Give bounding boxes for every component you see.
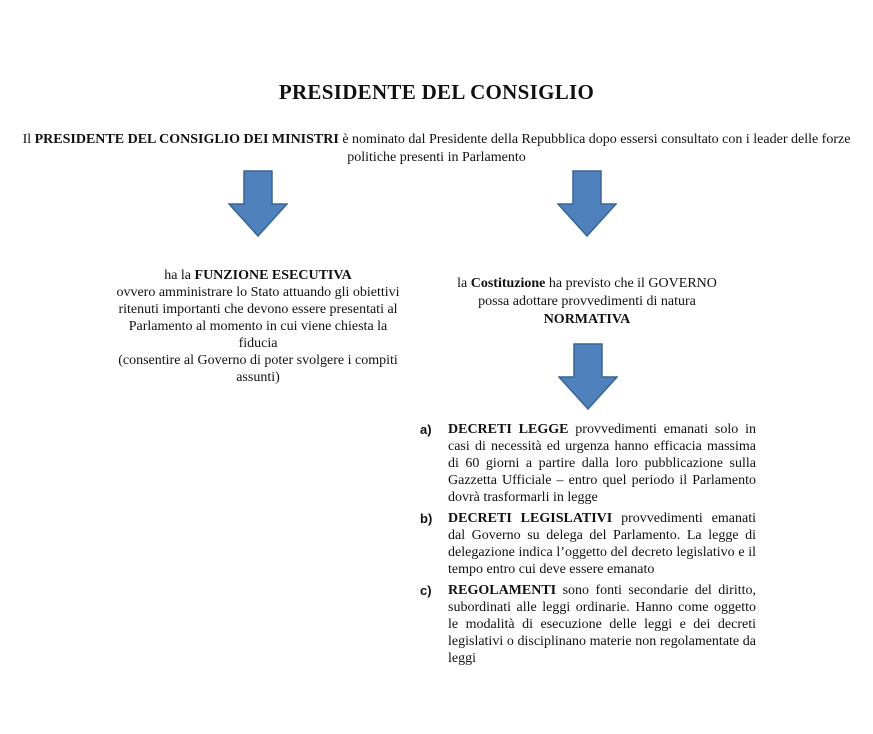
executive-function-heading <box>113 267 403 284</box>
list-marker: b) <box>420 511 433 526</box>
executive-prefix: ha la <box>164 268 195 283</box>
intro-prefix: Il <box>22 132 35 147</box>
normative-middle: ha previsto che il GOVERNO possa adottare provvedimenti di natura <box>478 276 717 309</box>
intro-paragraph <box>4 131 869 167</box>
page-title: PRESIDENTE DEL CONSIGLIO <box>278 80 595 104</box>
intro-bold: PRESIDENTE DEL CONSIGLIO DEI MINISTRI <box>34 132 339 147</box>
list-item <box>420 510 756 578</box>
list-item <box>420 582 756 667</box>
list-marker: a) <box>420 422 432 437</box>
list-item-text <box>448 510 756 578</box>
down-arrow-icon <box>228 170 288 238</box>
normative-power-box <box>442 275 732 329</box>
executive-function-note: (consentire al Governo di poter svolgere i compiti assunti) <box>118 353 398 385</box>
executive-function-body: ovvero amministrare lo Stato attuando gli obiettivi ritenuti importanti che devono essere presentati al Parlamento al momento in cui viene chiesta la fiducia <box>116 285 400 351</box>
down-arrow-icon <box>558 343 618 411</box>
executive-bold: FUNZIONE ESECUTIVA <box>194 268 352 283</box>
down-arrow-icon <box>557 170 617 238</box>
list-item-bold: DECRETI LEGGE <box>448 422 569 437</box>
arrow-shape <box>558 171 616 236</box>
arrow-shape <box>559 344 617 409</box>
list-item-desc: provvedimenti emanati dal Governo su delega del Parlamento. La legge di delegazione indica l’oggetto del decreto legislativo e il tempo entro cui deve essere emanato <box>448 511 756 577</box>
intro-rest: è nominato dal Presidente della Repubblica dopo essersi consultato con i leader delle forze politiche presenti in Parlamento <box>338 132 851 165</box>
list-item-bold: REGOLAMENTI <box>448 583 557 598</box>
costituzione-bold: Costituzione <box>470 276 546 291</box>
executive-function-box <box>113 267 403 386</box>
normativa-bold: NORMATIVA <box>543 312 631 327</box>
list-item-bold: DECRETI LEGISLATIVI <box>448 511 613 526</box>
normative-acts-list <box>420 421 756 671</box>
arrow-shape <box>229 171 287 236</box>
list-item-text <box>448 582 756 667</box>
list-item-desc: provvedimenti emanati solo in casi di necessità ed urgenza hanno efficacia massima di 60 giorni a partire dalla loro pubblicazione sulla Gazzetta Ufficiale – entro quel periodo il Parlamento dovrà trasformarli in legge <box>448 422 756 505</box>
list-marker: c) <box>420 583 432 598</box>
list-item-text <box>448 421 756 506</box>
list-item <box>420 421 756 506</box>
list-item-desc: sono fonti secondarie del diritto, subordinati alle leggi ordinarie. Hanno come oggetto le modalità di esecuzione delle leggi e dei decreti legislativi o disciplinano materie non regolamentate da leggi <box>448 583 756 666</box>
normative-prefix: la <box>457 276 471 291</box>
